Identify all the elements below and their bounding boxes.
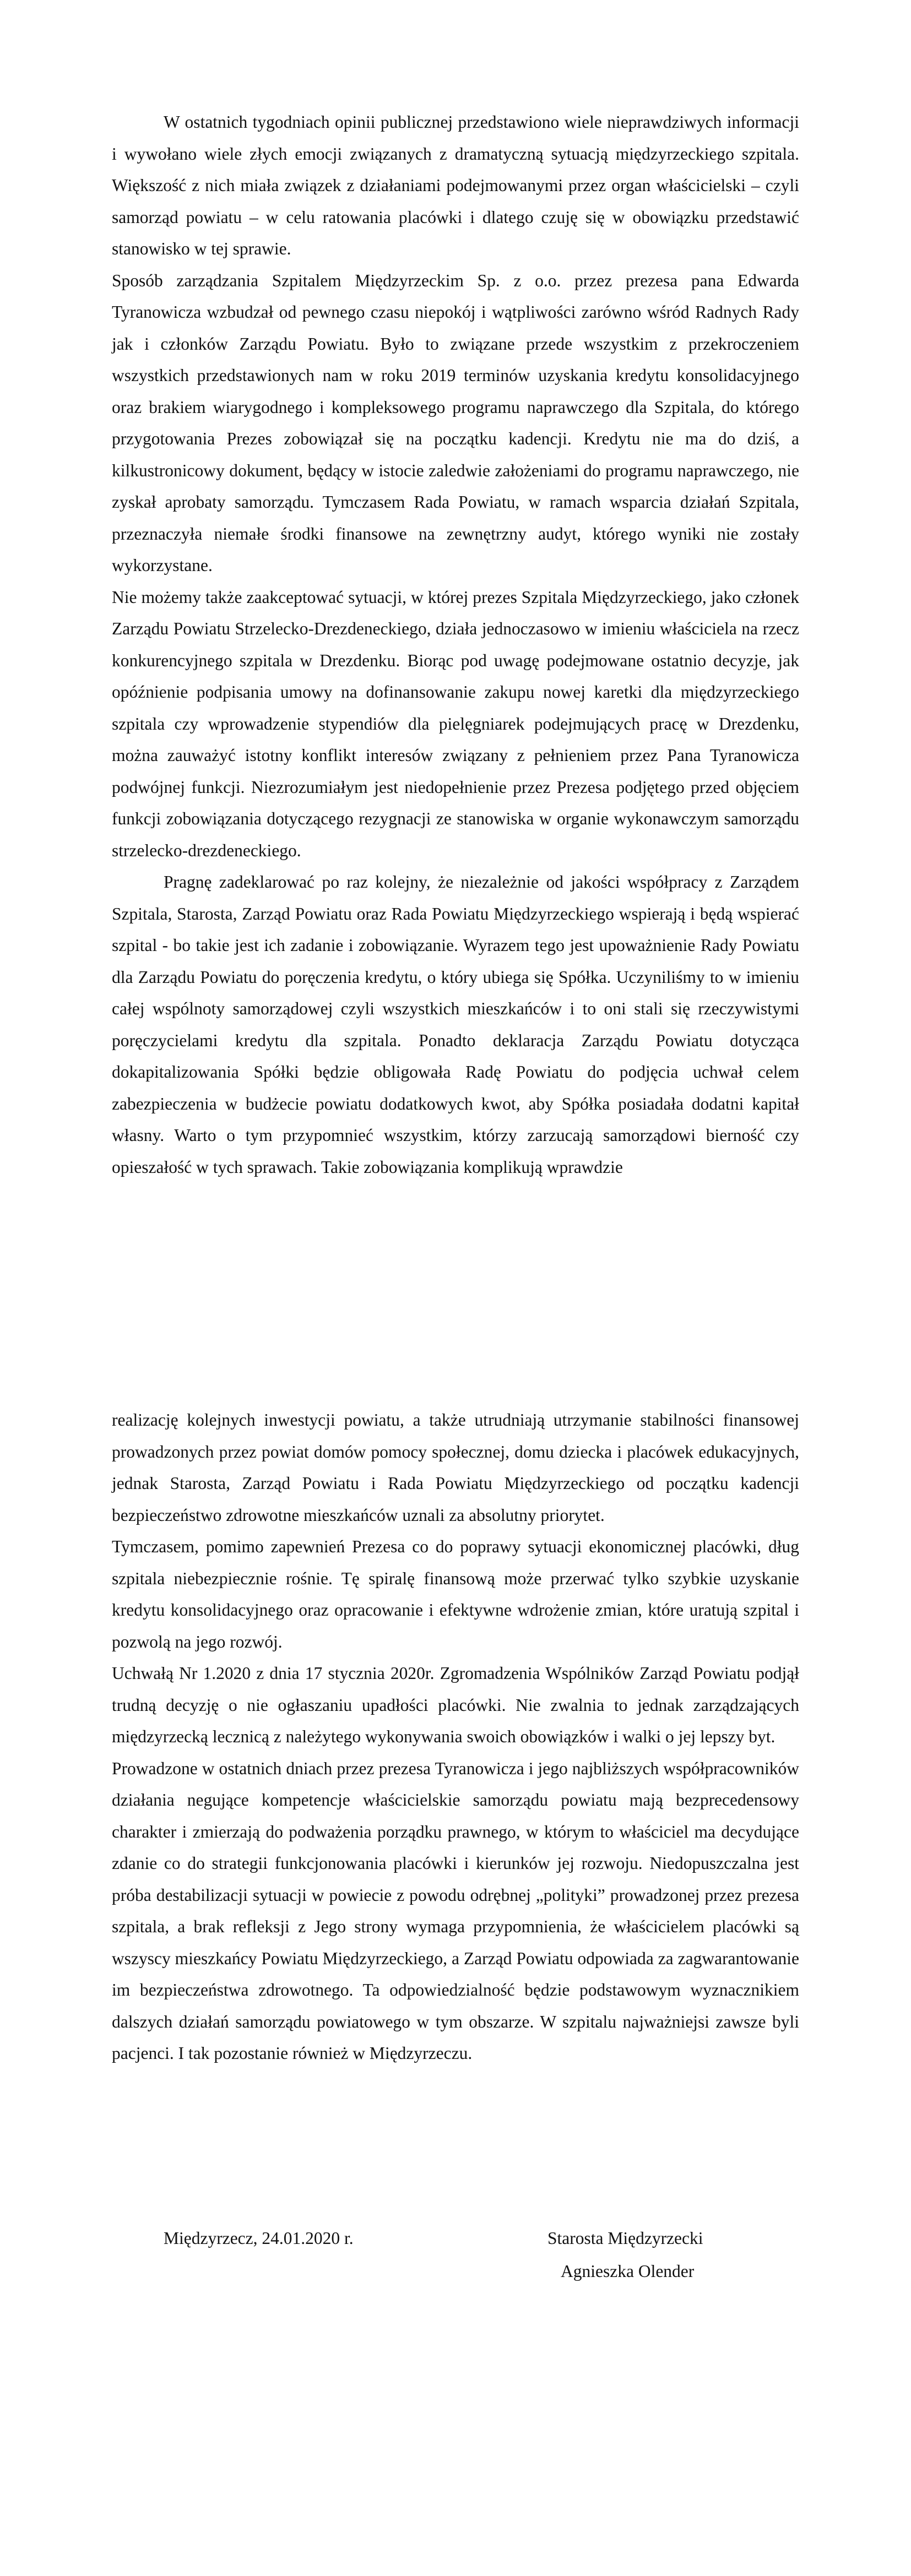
paragraph-support-declaration: Pragnę zadeklarować po raz kolejny, że niezależnie od jakości współpracy z Zarządem Szpitala, Starosta, Zarząd Powiatu oraz Rada Powiatu Międzyrzeckiego wspierają i będą wspierać szpital - bo takie jest ich zadanie i zobowiązanie. Wyrazem tego jest upoważnienie Rady Powiatu dla Zarządu Powiatu do poręczenia kredytu, o który ubiega się Spółka. Uczyniliśmy to w imieniu całej wspólnoty samorządowej czyli wszystkich mieszkańców i to oni stali się rzeczywistymi poręczycielami kredytu dla szpitala. Ponadto deklaracja Zarządu Powiatu dotycząca dokapitalizowania Spółki będzie obligowała Radę Powiatu do podjęcia uchwał celem zabezpieczenia w budżecie powiatu dodatkowych kwot, aby Spółka posiadała dodatni kapitał własny. Warto o tym przypomnieć wszystkim, którzy zarzucają samorządowi bierność czy opieszałość w tych sprawach. Takie zobowiązania komplikują wprawdzie (112, 872, 799, 1177)
paragraph-conclusion: Prowadzone w ostatnich dniach przez prezesa Tyranowicza i jego najbliższych współpracowników działania negujące kompetencje właścicielskie samorządu powiatu mają bezprecedensowy charakter i zmierzają do podważenia porządku prawnego, w którym to właściciel ma decydujące zdanie co do strategii funkcjonowania placówki i kierunków jej rozwoju. Niedopuszczalna jest próba destabilizacji sytuacji w powiecie z powodu odrębnej „polityki” prowadzonej przez prezesa szpitala, a brak refleksji z Jego strony wymaga przypomnienia, że właścicielem placówki są wszyscy mieszkańcy Powiatu Międzyrzeckiego, a Zarząd Powiatu odpowiada za zagwarantowanie im bezpieczeństwa zdrowotnego. Ta odpowiedzialność będzie podstawowym wyznacznikiem dalszych działań samorządu powiatowego w tym obszarze. W szpitalu najważniejsi zawsze byli pacjenci. I tak pozostanie również w Międzyrzeczu. (112, 1758, 799, 2063)
letter-body-part-1 (112, 106, 799, 1183)
signature-role: Starosta Międzyrzecki (547, 2229, 703, 2248)
paragraph-debt: Tymczasem, pomimo zapewnień Prezesa co do poprawy sytuacji ekonomicznej placówki, dług szpitala niebezpiecznie rośnie. Tę spiralę finansową może przerwać tylko szybkie uzyskanie kredytu konsolidacyjnego oraz opracowanie i efektywne wdrożenie zmian, które uratują szpital i pozwolą na jego rozwój. (112, 1537, 799, 1651)
paragraph-management: Sposób zarządzania Szpitalem Międzyrzeckim Sp. z o.o. przez prezesa pana Edwarda Tyranowicza wzbudzał od pewnego czasu niepokój i wątpliwości zarówno wśród Radnych Rady jak i członków Zarządu Powiatu. Było to związane przede wszystkim z przekroczeniem wszystkich przedstawionych nam w roku 2019 terminów uzyskania kredytu konsolidacyjnego oraz brakiem wiarygodnego i kompleksowego programu naprawczego dla Szpitala, do którego przygotowania Prezes zobowiązał się na początku kadencji. Kredytu nie ma do dziś, a kilkustronicowy dokument, będący w istocie zaledwie założeniami do programu naprawczego, nie zyskał aprobaty samorządu. Tymczasem Rada Powiatu, w ramach wsparcia działań Szpitala, przeznaczyła niemałe środki finansowe na zewnętrzny audyt, którego wyniki nie zostały wykorzystane. (112, 270, 799, 575)
paragraph-conflict-of-interest: Nie możemy także zaakceptować sytuacji, w której prezes Szpitala Międzyrzeckiego, jako członek Zarządu Powiatu Strzelecko-Drezdeneckiego, działa jednoczasowo w imieniu właściciela na rzecz konkurencyjnego szpitala w Drezdenku. Biorąc pod uwagę podejmowane ostatnio decyzje, jak opóźnienie podpisania umowy na dofinansowanie zakupu nowej karetki dla międzyrzeckiego szpitala czy wprowadzenie stypendiów dla pielęgniarek podejmujących pracę w Drezdenku, można zauważyć istotny konflikt interesów związany z pełnieniem przez Pana Tyranowicza podwójnej funkcji. Niezrozumiałym jest niedopełnienie przez Prezesa podjętego przed objęciem funkcji zobowiązania dotyczącego rezygnacji ze stanowiska w organie wykonawczym samorządu strzelecko-drezdeneckiego. (112, 587, 799, 860)
paragraph-resolution: Uchwałą Nr 1.2020 z dnia 17 stycznia 2020r. Zgromadzenia Wspólników Zarząd Powiatu podjął trudną decyzję o nie ogłaszaniu upadłości placówki. Nie zwalnia to jednak zarządzających międzyrzecką lecznicą z należytego wykonywania swoich obowiązków i walki o jej lepszy byt. (112, 1664, 799, 1746)
signature-name: Agnieszka Olender (561, 2262, 695, 2281)
signature-place-date: Międzyrzecz, 24.01.2020 r. (164, 2229, 354, 2248)
paragraph-intro: W ostatnich tygodniach opinii publicznej przedstawiono wiele nieprawdziwych informacji i wywołano wiele złych emocji związanych z dramatyczną sytuacją międzyrzeckiego szpitala. Większość z nich miała związek z działaniami podejmowanymi przez organ właścicielski – czyli samorząd powiatu – w celu ratowania placówki i dlatego czuję się w obowiązku przedstawić stanowisko w tej sprawie. (112, 112, 799, 258)
letter-body-part-2 (112, 1404, 799, 2069)
paragraph-continuation: realizację kolejnych inwestycji powiatu, a także utrudniają utrzymanie stabilności finansowej prowadzonych przez powiat domów pomocy społecznej, domu dziecka i placówek edukacyjnych, jednak Starosta, Zarząd Powiatu i Rada Powiatu Międzyrzeckiego od początku kadencji bezpieczeństwo zdrowotne mieszkańców uznali za absolutny priorytet. (112, 1410, 799, 1525)
